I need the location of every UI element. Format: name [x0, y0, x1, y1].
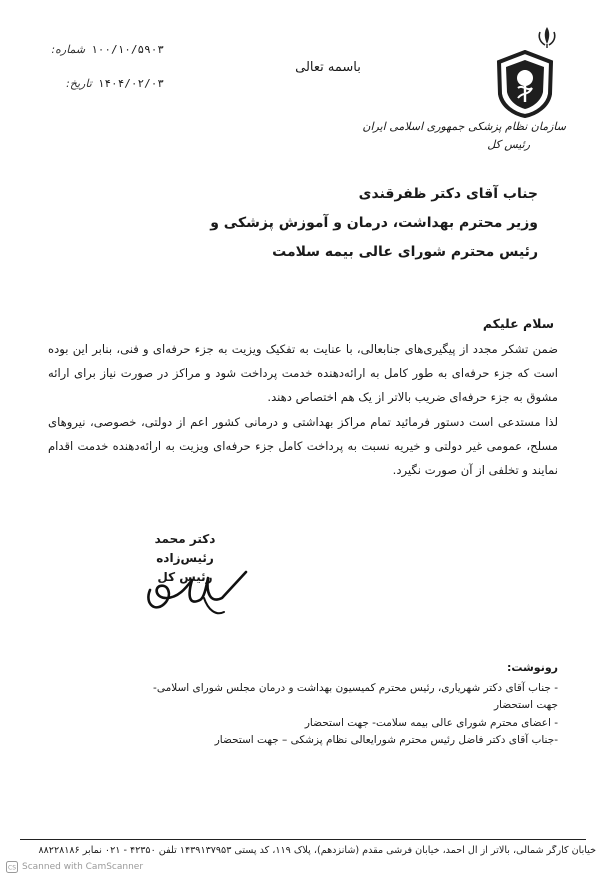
signer-name: دکتر محمد رئیس‌زاده: [154, 532, 216, 565]
addressee-line: وزیر محترم بهداشت، درمان و آموزش پزشکی و: [210, 215, 538, 231]
copy-recipient: - اعضای محترم شورای عالی بیمه سلامت- جهت استحضار: [304, 716, 558, 729]
copies-title: رونوشت:: [506, 661, 558, 674]
addressee-block: [78, 180, 538, 267]
letter-date-value: ۱۴۰۴/۰۲/۰۳: [97, 76, 164, 90]
footer-address: خیابان کارگر شمالی، بالاتر از آل احمد، خیابان فرشی مقدم (شانزدهم)، پلاک ۱۱۹، کد پستی ۱۴۳۹۱۳۷۹۵۳ تلفن ۴۲۳۵۰ - ۰۲۱ نمابر ۸۸۲۲۸۱۸۶: [38, 845, 596, 856]
letter-number-value: ۱۰۰/۱۰/۵۹۰۳: [91, 42, 164, 56]
copies-list: [138, 680, 558, 750]
letter-body: [48, 337, 558, 482]
greeting: سلام علیکم: [482, 316, 554, 331]
copy-recipient: -جناب آقای دکتر فاضل رئیس محترم شورایعالی نظام پزشکی – جهت استحضار: [214, 734, 558, 747]
handwritten-signature: [142, 564, 250, 622]
watermark-text: Scanned with CamScanner: [22, 862, 144, 872]
copy-recipient: - جناب آقای دکتر شهریاری، رئیس محترم کمیسیون بهداشت و درمان مجلس شورای اسلامی- جهت استحضار: [153, 682, 558, 712]
addressee-line: جناب آقای دکتر ظفرقندی: [358, 186, 538, 202]
letter-number-label: شماره:: [51, 42, 86, 56]
svg-text:CS: CS: [8, 864, 16, 872]
letter-number: [51, 40, 164, 58]
body-paragraph: لذا مستدعی است دستور فرمائید تمام مراکز بهداشتی و درمانی کشور اعم از دولتی، خصوصی، نیروهای مسلح، عمومی غیر دولتی و خیریه نسبت به پرداخت کامل جزء حرفه‌ای ویزیت به ارائه‌دهنده خدمت اقدام نمایند و تخلفی از آن صورت نگیرد.: [48, 414, 558, 478]
basmala-heading: باسمه تعالی: [295, 60, 361, 75]
letterhead-logo: [362, 24, 566, 154]
scanner-watermark: [6, 860, 143, 874]
body-paragraph: ضمن تشکر مجدد از پیگیری‌های جنابعالی، با عنایت به تفکیک ویزیت به جزء حرفه‌ای و فنی، بنابر این بوده است که جزء حرفه‌ای به طور کامل به ارائه‌دهنده خدمت پرداخت شود و مراکز در صورت نیاز برای ارائه مشوق به جزء حرفه‌ای ضریب بالاتر از یک هم اختصاص دهند.: [48, 342, 558, 405]
organization-subtitle: رئیس کل: [487, 138, 530, 151]
iran-emblem-icon: [534, 24, 560, 50]
signer-title: رئیس کل: [157, 570, 213, 584]
letter-date: [54, 74, 164, 92]
letter-date-label: تاریخ:: [66, 76, 92, 90]
organization-name: سازمان نظام پزشکی جمهوری اسلامی ایران: [362, 120, 566, 133]
camscanner-icon: [6, 861, 18, 873]
footer-divider: [20, 839, 586, 840]
addressee-line: رئیس محترم شورای عالی بیمه سلامت: [272, 244, 538, 260]
medical-council-logo-icon: [494, 50, 556, 118]
